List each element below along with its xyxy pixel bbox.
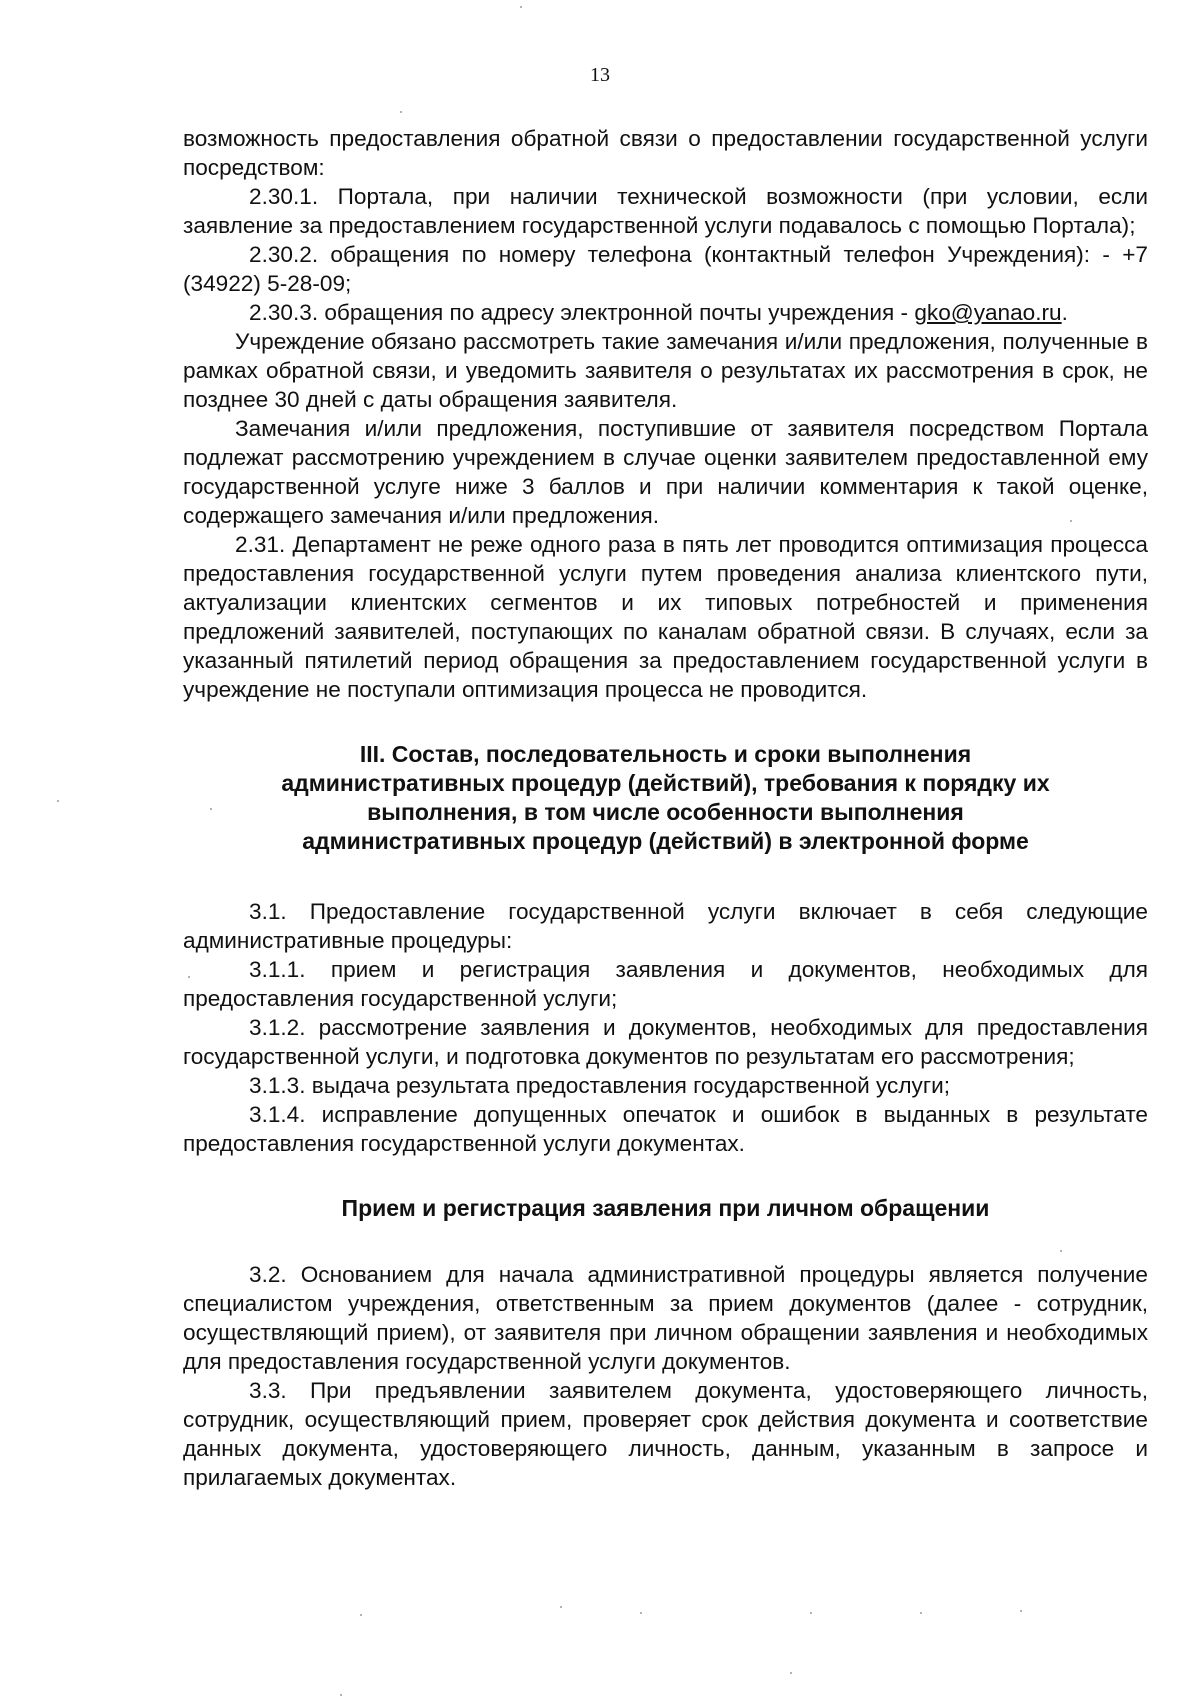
paragraph-2-31: 2.31. Департамент не реже одного раза в пять лет проводится оптимизация процесса предоставления государственной услуги путем проведения анализа клиентского пути, актуализации клиентских сегментов и их типовых потребностей и применения предложений заявителей, поступающих по каналам обратной связи. В случаях, если за указанный пятилетий период обращения за предоставлением государственной услуги в учреждение не поступали оптимизация процесса не проводится. <box>183 532 1148 702</box>
paragraph-2-30-3-text: 2.30.3. обращения по адресу электронной почты учреждения - <box>249 300 915 325</box>
paragraph-3-2: 3.2. Основанием для начала административной процедуры является получение специалистом учреждения, ответственным за прием документов (далее - сотрудник, осуществляющий прием), от заявителя при личном обращении заявления и необходимых для предоставления государственной услуги документов. <box>183 1262 1148 1374</box>
paragraph-2-30-2: 2.30.2. обращения по номеру телефона (контактный телефон Учреждения): - +7 (34922) 5-28-09; <box>183 242 1148 296</box>
subsection-heading: Прием и регистрация заявления при личном обращении <box>341 1195 990 1221</box>
scan-speck <box>1020 1610 1022 1612</box>
scan-speck <box>520 6 522 8</box>
section-heading-line: III. Состав, последовательность и сроки выполнения <box>359 741 972 767</box>
paragraph-3-1-1: 3.1.1. прием и регистрация заявления и документов, необходимых для предоставления государственной услуги; <box>183 957 1148 1011</box>
scan-speck <box>340 1694 342 1696</box>
paragraph-3-1-2: 3.1.2. рассмотрение заявления и документов, необходимых для предоставления государственной услуги, и подготовка документов по результатам его рассмотрения; <box>183 1015 1148 1069</box>
paragraph-2-30-3 <box>183 298 1148 327</box>
section-heading-line: административных процедур (действий), требования к порядку их <box>281 770 1050 796</box>
scan-speck <box>640 1612 642 1614</box>
scan-speck <box>810 1612 812 1614</box>
scan-speck <box>790 1672 792 1674</box>
scan-speck <box>57 800 59 802</box>
paragraph-portal-remarks: Замечания и/или предложения, поступившие от заявителя посредством Портала подлежат рассмотрению учреждением в случае оценки заявителем предоставленной ему государственной услуге ниже 3 баллов и при наличии комментария к такой оценке, содержащего замечания и/или предложения. <box>183 416 1148 528</box>
scan-speck <box>920 1612 922 1614</box>
scan-speck <box>188 976 190 978</box>
paragraph-2-30-1: 2.30.1. Портала, при наличии технической возможности (при условии, если заявление за предоставлением государственной услуги подавалось с помощью Портала); <box>183 184 1148 238</box>
section-heading-line: выполнения, в том числе особенности выполнения <box>367 799 964 825</box>
page-number: 13 <box>590 64 610 86</box>
paragraph-3-1: 3.1. Предоставление государственной услуги включает в себя следующие административные процедуры: <box>183 899 1148 953</box>
paragraph-3-1-3: 3.1.3. выдача результата предоставления государственной услуги; <box>249 1073 950 1098</box>
scan-speck <box>360 1614 362 1616</box>
email-link[interactable]: gko@yanao.ru <box>914 300 1062 325</box>
scan-speck <box>1060 1250 1062 1252</box>
document-body <box>183 124 1148 1492</box>
section-heading <box>183 740 1148 856</box>
paragraph-3-3: 3.3. При предъявлении заявителем документа, удостоверяющего личность, сотрудник, осуществляющий прием, проверяет срок действия документа и соответствие данных документа, удостоверяющего личность, данным, указанным в запросе и прилагаемых документах. <box>183 1378 1148 1490</box>
scan-speck <box>1070 520 1072 522</box>
paragraph-feedback-intro: возможность предоставления обратной связи о предоставлении государственной услуги посредством: <box>183 126 1148 180</box>
scan-speck <box>210 808 212 810</box>
paragraph-2-30-3-end: . <box>1061 300 1068 325</box>
section-heading-line: административных процедур (действий) в электронной форме <box>302 828 1029 854</box>
paragraph-obligation: Учреждение обязано рассмотреть такие замечания и/или предложения, полученные в рамках обратной связи, и уведомить заявителя о результатах их рассмотрения в срок, не позднее 30 дней с даты обращения заявителя. <box>183 329 1148 412</box>
paragraph-3-1-4: 3.1.4. исправление допущенных опечаток и ошибок в выданных в результате предоставления государственной услуги документах. <box>183 1102 1148 1156</box>
scan-speck <box>400 111 402 113</box>
scan-speck <box>560 1606 562 1608</box>
